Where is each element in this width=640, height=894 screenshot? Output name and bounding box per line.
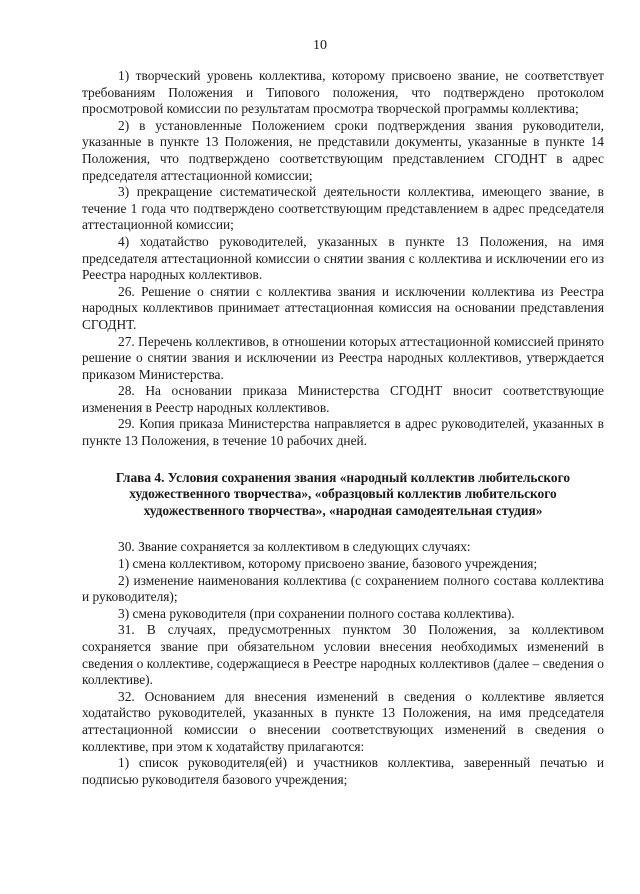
chapter-heading: Глава 4. Условия сохранения звания «народный коллектив любительского художественного творчества», «образцовый коллектив любительского художественного творчества», «народная самодеятельная студия» (115, 469, 571, 518)
document-body (82, 68, 604, 788)
paragraph: 31. В случаях, предусмотренных пунктом 30 Положения, за коллективом сохраняется звание при обязательном условии внесения необходимых изменений в сведения о коллективе, содержащиеся в Реестре народных коллективов (далее – сведения о коллективе). (82, 622, 604, 688)
paragraph: 3) прекращение систематической деятельности коллектива, имеющего звание, в течение 1 года что подтверждено соответствующим представлением в адрес председателя аттестационной комиссии; (82, 184, 604, 233)
paragraph: 26. Решение о снятии с коллектива звания и исключении коллектива из Реестра народных коллективов принимает аттестационная комиссия на основании представления СГОДНТ. (82, 283, 604, 332)
paragraph: 3) смена руководителя (при сохранении полного состава коллектива). (118, 605, 515, 621)
paragraph: 4) ходатайство руководителей, указанных в пункте 13 Положения, на имя председателя аттестационной комиссии о снятии звания с коллектива и исключении его из Реестра народных коллективов. (82, 233, 604, 283)
paragraph: 27. Перечень коллективов, в отношении которых аттестационной комиссией принято решение о снятии звания и исключении из Реестра народных коллективов, утверждается приказом Министерства. (82, 333, 604, 382)
paragraph: 29. Копия приказа Министерства направляется в адрес руководителей, указанных в пункте 13 Положения, в течение 10 рабочих дней. (82, 416, 604, 449)
paragraph: 1) список руководителя(ей) и участников коллектива, заверенный печатью и подписью руководителя базового учреждения; (82, 755, 604, 787)
paragraph: 1) творческий уровень коллектива, которому присвоено звание, не соответствует требованиям Положения и Типового положения, что подтверждено протоколом просмотровой комиссии по результатам просмотра творческой программы коллектива; (82, 68, 604, 117)
paragraph: 28. На основании приказа Министерства СГОДНТ вносит соответствующие изменения в Реестр народных коллективов. (82, 383, 604, 415)
paragraph: 30. Звание сохраняется за коллективом в следующих случаях: (118, 539, 471, 555)
page-number: 10 (313, 38, 327, 53)
paragraph: 2) изменение наименования коллектива (с сохранением полного состава коллектива и руководителя); (82, 572, 604, 605)
paragraph: 2) в установленные Положением сроки подтверждения звания руководители, указанные в пункте 13 Положения, не представили документы, указанные в пункте 14 Положения, что подтверждено соответствующим представлением СГОДНТ в адрес председателя аттестационной комиссии; (82, 117, 604, 183)
paragraph: 32. Основанием для внесения изменений в сведения о коллективе является ходатайство руководителей, указанных в пункте 13 Положения, на имя председателя аттестационной комиссии о внесении соответствующих изменений в сведения о коллективе, при этом к ходатайству прилагаются: (82, 688, 604, 754)
paragraph: 1) смена коллективом, которому присвоено звание, базового учреждения; (118, 556, 538, 572)
